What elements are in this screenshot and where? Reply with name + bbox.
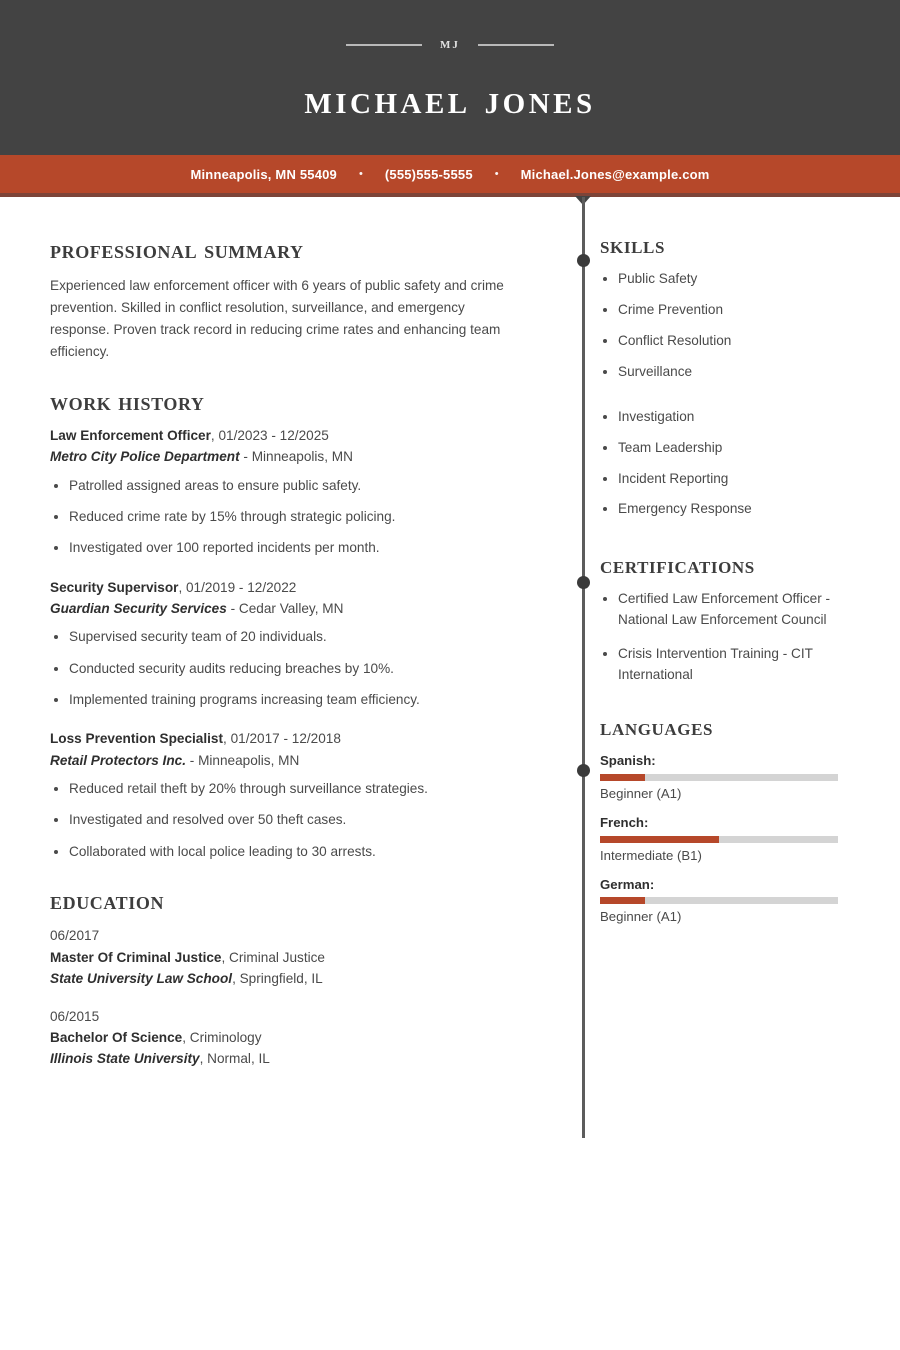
job-bullet: Patrolled assigned areas to ensure public safety. bbox=[50, 476, 520, 496]
contact-separator-2: • bbox=[494, 167, 499, 180]
contact-email: Michael.Jones@example.com bbox=[520, 166, 710, 182]
education-field: , Criminal Justice bbox=[221, 949, 325, 965]
timeline-divider bbox=[582, 197, 585, 1138]
job-bullet: Implemented training programs increasing team efficiency. bbox=[50, 690, 520, 710]
skill-item: Public Safety bbox=[600, 269, 848, 289]
skill-item: Emergency Response bbox=[600, 499, 848, 519]
job-org-line bbox=[50, 446, 520, 467]
job-org: Metro City Police Department bbox=[50, 449, 240, 465]
education-school-location: , Springfield, IL bbox=[232, 970, 323, 986]
job-entry bbox=[50, 729, 520, 862]
job-title-line bbox=[50, 578, 520, 598]
job-bullet: Collaborated with local police leading to 30 arrests. bbox=[50, 842, 520, 862]
language-level: Intermediate (B1) bbox=[600, 847, 702, 863]
job-org: Guardian Security Services bbox=[50, 601, 227, 617]
skill-item: Crime Prevention bbox=[600, 300, 848, 320]
job-entry bbox=[50, 578, 520, 711]
section-work-history bbox=[50, 389, 520, 862]
job-bullet: Supervised security team of 20 individuals. bbox=[50, 627, 520, 647]
education-field: , Criminology bbox=[182, 1029, 262, 1045]
left-column bbox=[0, 197, 560, 1095]
certifications-heading: certifications bbox=[600, 553, 755, 580]
education-date: 06/2017 bbox=[50, 928, 100, 944]
language-name: Spanish: bbox=[600, 753, 656, 769]
monogram-rule-right bbox=[478, 44, 554, 46]
job-bullet: Conducted security audits reducing breaches by 10%. bbox=[50, 659, 520, 679]
certification-item: Crisis Intervention Training - CIT International bbox=[600, 644, 848, 685]
job-bullets bbox=[50, 476, 520, 559]
education-school-line bbox=[50, 1048, 520, 1069]
job-location: - Minneapolis, MN bbox=[185, 752, 300, 768]
job-entry bbox=[50, 426, 520, 559]
monogram-row bbox=[346, 36, 554, 53]
section-certifications bbox=[600, 553, 848, 685]
language-item bbox=[600, 813, 848, 866]
monogram-initials: mj bbox=[440, 36, 460, 52]
education-school-line bbox=[50, 968, 520, 989]
education-entry bbox=[50, 1006, 520, 1069]
summary-text: Experienced law enforcement officer with 6 years of public safety and crime prevention. Skilled in conflict resolution, surveillance, and emergency response. Proven track record in reducing crime rates and enhancing team efficiency. bbox=[50, 277, 504, 359]
skill-item: Investigation bbox=[600, 407, 848, 427]
contact-phone: (555)555-5555 bbox=[384, 166, 473, 182]
monogram-rule-left bbox=[346, 44, 422, 46]
job-dates: , 01/2019 - 12/2022 bbox=[178, 579, 297, 595]
job-org: Retail Protectors Inc. bbox=[50, 752, 186, 768]
timeline-dot-languages bbox=[577, 764, 590, 777]
education-entry bbox=[50, 925, 520, 988]
job-title-line bbox=[50, 729, 520, 749]
education-date: 06/2015 bbox=[50, 1008, 100, 1024]
job-bullet: Investigated over 100 reported incidents per month. bbox=[50, 538, 520, 558]
language-proficiency-fill bbox=[600, 836, 719, 843]
job-dates: , 01/2017 - 12/2018 bbox=[223, 731, 341, 747]
candidate-name: michael jones bbox=[304, 77, 596, 123]
education-degree-line bbox=[50, 947, 520, 968]
language-proficiency-fill bbox=[600, 897, 645, 904]
language-item bbox=[600, 751, 848, 804]
contact-location: Minneapolis, MN 55409 bbox=[190, 166, 337, 182]
timeline-dot-skills bbox=[577, 254, 590, 267]
work-history-heading: work history bbox=[50, 388, 205, 416]
job-title-line bbox=[50, 426, 520, 446]
language-item bbox=[600, 875, 848, 928]
section-languages bbox=[600, 715, 848, 927]
section-education bbox=[50, 888, 520, 1069]
skill-item: Incident Reporting bbox=[600, 469, 848, 489]
job-bullets bbox=[50, 627, 520, 710]
languages-heading: languages bbox=[600, 714, 714, 741]
education-degree: Master Of Criminal Justice bbox=[50, 949, 222, 965]
language-name: German: bbox=[600, 876, 655, 892]
job-bullets bbox=[50, 779, 520, 862]
education-degree-line bbox=[50, 1027, 520, 1048]
job-title: Security Supervisor bbox=[50, 579, 179, 595]
resume-body bbox=[0, 197, 900, 1095]
education-school-location: , Normal, IL bbox=[199, 1050, 270, 1066]
job-bullet: Reduced crime rate by 15% through strategic policing. bbox=[50, 507, 520, 527]
timeline-dot-certifications bbox=[577, 576, 590, 589]
education-school: State University Law School bbox=[50, 970, 233, 986]
job-bullet: Investigated and resolved over 50 theft cases. bbox=[50, 810, 520, 830]
language-name: French: bbox=[600, 814, 649, 830]
contact-bar bbox=[0, 155, 900, 197]
language-proficiency-bar bbox=[600, 897, 838, 904]
section-skills bbox=[600, 233, 848, 519]
job-title: Loss Prevention Specialist bbox=[50, 731, 224, 747]
job-org-line bbox=[50, 598, 520, 619]
job-title: Law Enforcement Officer bbox=[50, 428, 211, 444]
job-location: - Cedar Valley, MN bbox=[226, 601, 344, 617]
education-school: Illinois State University bbox=[50, 1050, 200, 1066]
contact-separator-1: • bbox=[359, 167, 363, 180]
certifications-list bbox=[600, 589, 848, 685]
skill-item: Conflict Resolution bbox=[600, 331, 848, 351]
language-proficiency-bar bbox=[600, 836, 838, 843]
certification-item: Certified Law Enforcement Officer - National Law Enforcement Council bbox=[600, 589, 848, 630]
education-degree: Bachelor Of Science bbox=[50, 1029, 183, 1045]
skills-heading: skills bbox=[600, 233, 666, 259]
skills-list bbox=[600, 269, 848, 519]
skill-item: Team Leadership bbox=[600, 438, 848, 458]
job-location: - Minneapolis, MN bbox=[239, 449, 353, 465]
job-org-line bbox=[50, 750, 520, 771]
right-column bbox=[560, 197, 900, 1095]
resume-header bbox=[0, 0, 900, 155]
skill-item: Surveillance bbox=[600, 362, 848, 382]
job-bullet: Reduced retail theft by 20% through surveillance strategies. bbox=[50, 779, 520, 799]
education-heading: education bbox=[50, 887, 165, 915]
language-proficiency-fill bbox=[600, 774, 645, 781]
summary-heading: professional summary bbox=[50, 237, 304, 264]
job-dates: , 01/2023 - 12/2025 bbox=[210, 428, 329, 444]
section-professional-summary bbox=[50, 237, 520, 363]
language-level: Beginner (A1) bbox=[600, 909, 682, 925]
language-level: Beginner (A1) bbox=[600, 786, 682, 802]
language-proficiency-bar bbox=[600, 774, 838, 781]
